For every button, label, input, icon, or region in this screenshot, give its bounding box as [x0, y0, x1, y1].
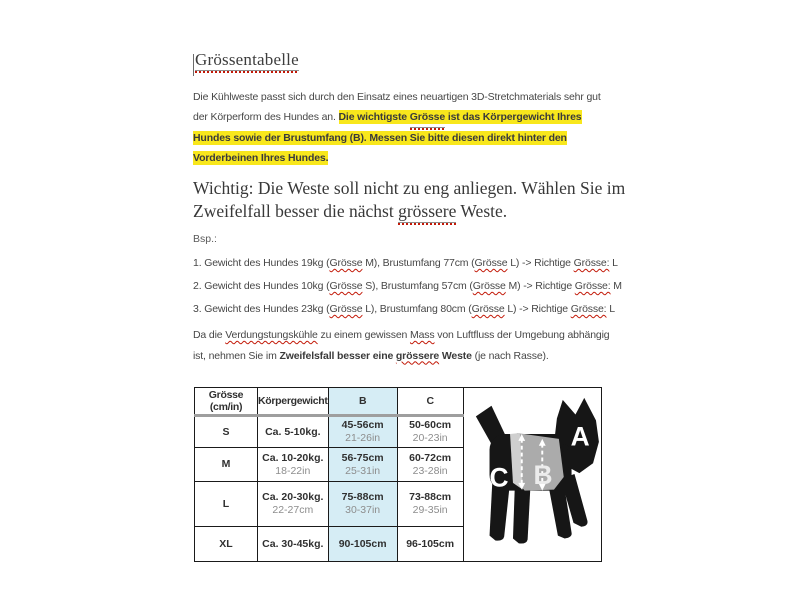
weight-value: Ca. 20-30kg.: [262, 491, 324, 503]
example-text: M), Brustumfang 77cm (: [362, 257, 475, 269]
size-cell: L: [195, 482, 258, 527]
b-sub-value: 21-26in: [345, 432, 381, 444]
note-text: zu einem gewissen: [317, 329, 410, 341]
example-text: L), Brustumfang 80cm (: [362, 303, 472, 315]
important-text: Weste.: [456, 200, 508, 221]
weight-value: Ca. 5-10kg.: [265, 425, 321, 438]
c-value: 96-105cm: [406, 537, 455, 550]
misspelled-word: Grösse: [472, 280, 506, 292]
highlight-segment: Die wichtigste: [338, 111, 410, 123]
misspelled-word: Grösse: [471, 303, 505, 315]
misspelled-word: Mass: [409, 329, 435, 341]
misspelled-word: grössere: [398, 200, 456, 224]
note-bold-text: Weste: [439, 349, 472, 362]
dog-measurement-diagram: [466, 393, 599, 559]
b-cell: [328, 448, 397, 482]
page-title: [195, 50, 299, 71]
misspelled-word: Grösse: [329, 257, 363, 269]
misspelled-word: Grösse: [474, 257, 508, 269]
c-cell: [397, 527, 463, 562]
table-header-row: [195, 388, 602, 416]
misspelled-word: Grösse: [329, 303, 363, 315]
c-cell: [397, 448, 463, 482]
page-title-text: Grössentabelle: [195, 50, 299, 69]
b-value: 75-88cm: [341, 491, 384, 503]
note-text: von Luftfluss der Umgebung abhängig ist, nehmen Sie im: [193, 329, 610, 362]
misspelled-word: Verdungstungskühle: [225, 329, 318, 341]
size-cell: S: [195, 416, 258, 448]
weight-sub-value: 18-22in: [275, 464, 311, 477]
note-paragraph: [193, 325, 613, 366]
c-sub-value: 29-35in: [412, 504, 448, 516]
example-text: L) -> Richtige: [507, 257, 574, 269]
misspelled-word: Grösse: [410, 107, 445, 128]
c-sub-value: 20-23in: [412, 432, 448, 444]
example-list: [193, 252, 623, 321]
intro-text: Die Kühlweste passt sich durch den Einsatz eines neuartigen 3D-Stretchmaterials sehr gut der Körperform des Hundes an.: [193, 91, 601, 123]
letter-b-label: B: [533, 459, 553, 490]
weight-value: Ca. 30-45kg.: [262, 537, 324, 550]
col-header-b: B: [328, 388, 397, 416]
letter-c-label: C: [489, 462, 509, 493]
weight-cell: [258, 448, 329, 482]
example-text: M: [610, 280, 622, 292]
important-heading: [193, 177, 633, 223]
c-value: 50-60cm: [409, 419, 452, 431]
example-text: 2. Gewicht des Hundes 10kg (: [193, 280, 330, 292]
highlight-segment: ist das Körpergewicht Ihres Hundes sowie der Brustumfang (B). Messen Sie bitte diesen direkt hinter den Vorderbeinen Ihres Hundes.: [193, 111, 582, 164]
note-text: (je nach Rasse).: [471, 349, 549, 362]
col-header-size-line2: (cm/in): [209, 401, 243, 413]
example-item-3: [193, 298, 623, 321]
c-sub-value: 23-28in: [412, 464, 448, 477]
letter-a-label: A: [570, 421, 590, 452]
misspelled-word: Grösse:: [573, 257, 610, 269]
weight-cell: [258, 482, 329, 527]
size-cell: M: [195, 448, 258, 482]
b-sub-value: 25-31in: [345, 464, 381, 477]
example-item-1: [193, 252, 623, 275]
c-cell: [397, 416, 463, 448]
b-value: 90-105cm: [338, 537, 387, 550]
c-cell: [397, 482, 463, 527]
example-text: L) -> Richtige: [504, 303, 571, 315]
b-cell: [328, 416, 397, 448]
example-item-2: [193, 275, 623, 298]
example-text: 1. Gewicht des Hundes 19kg (: [193, 257, 330, 269]
c-value: 73-88cm: [409, 491, 452, 503]
note-text: Da die: [193, 329, 226, 341]
misspelled-word: grössere: [395, 349, 440, 362]
example-text: 3. Gewicht des Hundes 23kg (: [193, 303, 330, 315]
text-cursor: [193, 54, 194, 76]
b-sub-value: 30-37in: [345, 504, 381, 516]
size-cell: XL: [195, 527, 258, 562]
col-header-size-line1: Grösse: [208, 389, 244, 401]
b-value: 56-75cm: [341, 451, 384, 464]
b-cell: [328, 527, 397, 562]
b-value: 45-56cm: [341, 419, 384, 431]
example-text: S), Brustumfang 57cm (: [362, 280, 473, 292]
misspelled-word: Grösse: [329, 280, 363, 292]
misspelled-word: Grösse:: [570, 303, 607, 315]
example-text: L: [609, 257, 618, 269]
b-cell: [328, 482, 397, 527]
c-value: 60-72cm: [409, 451, 452, 464]
bsp-label: Bsp.:: [193, 233, 217, 245]
col-header-c: C: [397, 388, 463, 416]
dog-diagram-cell: [463, 388, 601, 562]
intro-paragraph: [193, 87, 605, 168]
note-bold-text: Zweifelsfall besser eine: [279, 349, 396, 362]
misspelled-word: Grösse:: [574, 280, 611, 292]
col-header-size: [195, 388, 258, 416]
weight-sub-value: 22-27cm: [272, 504, 314, 516]
example-text: M) -> Richtige: [505, 280, 575, 292]
weight-value: Ca. 10-20kg.: [262, 451, 324, 464]
size-table: [194, 387, 602, 562]
col-header-weight: Körpergewicht: [258, 388, 329, 416]
weight-cell: [258, 527, 329, 562]
weight-cell: [258, 416, 329, 448]
example-text: L: [606, 303, 615, 315]
dog-leg: [513, 482, 531, 543]
important-text: Wichtig: Die Weste soll nicht zu eng anliegen. Wählen Sie im Zweifelfall besser die nächst: [193, 178, 626, 221]
